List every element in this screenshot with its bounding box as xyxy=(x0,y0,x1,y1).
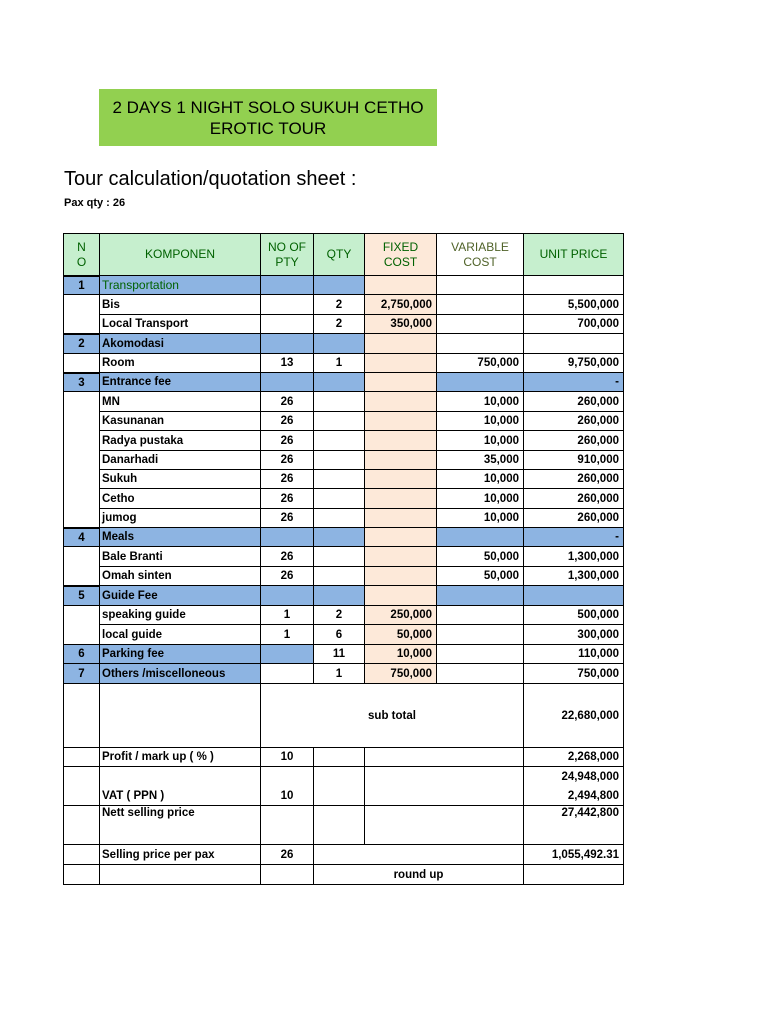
row-15-variable-cost xyxy=(437,547,524,567)
row-6-pty xyxy=(261,373,314,392)
row-13-unit-price xyxy=(524,509,624,528)
nett-cost-cell xyxy=(365,806,524,845)
row-5-variable-cost xyxy=(437,354,524,373)
tour-title-line-1: 2 DAYS 1 NIGHT SOLO SUKUH CETHO xyxy=(112,97,424,117)
pre-vat-item-cell xyxy=(100,767,261,787)
row-1-qty xyxy=(314,276,365,295)
subtotal-no-cell xyxy=(63,684,100,748)
row-16-fixed-cost xyxy=(365,567,437,586)
row-11-variable-cost xyxy=(437,470,524,489)
row-13-komponen xyxy=(100,509,261,528)
per-pax-value xyxy=(524,845,624,865)
row-19-pty xyxy=(261,625,314,645)
row-11-qty xyxy=(314,470,365,489)
pax-qty: Pax qty : 26 xyxy=(64,197,126,209)
row-10-komponen xyxy=(100,451,261,470)
row-13-variable-cost xyxy=(437,509,524,528)
profit-pct xyxy=(261,748,314,767)
row-19-qty-text: 6 xyxy=(335,628,343,641)
row-20-komponen-text: Parking fee xyxy=(102,648,164,660)
row-10-unit-price xyxy=(524,451,624,470)
row-15-qty xyxy=(314,547,365,567)
row-4-pty xyxy=(261,334,314,354)
row-12-variable-cost xyxy=(437,489,524,509)
row-19-komponen-text: local guide xyxy=(102,628,163,641)
row-13-variable-cost-text: 10,000 xyxy=(483,512,519,524)
header-komponen xyxy=(100,233,261,276)
row-19-fixed-cost xyxy=(365,625,437,645)
row-20-variable-cost xyxy=(437,645,524,664)
row-11-unit-price xyxy=(524,470,624,489)
vat-pct-text: 10 xyxy=(280,790,294,802)
row-5-unit-price-text: 9,750,000 xyxy=(567,357,619,369)
row-12-komponen-text: Cetho xyxy=(102,492,135,505)
row-20-unit-price-text: 110,000 xyxy=(578,648,619,660)
row-4-qty xyxy=(314,334,365,354)
row-14-no xyxy=(63,528,100,547)
row-17-komponen-text: Guide Fee xyxy=(102,589,158,602)
row-5-pty-text: 13 xyxy=(280,357,294,369)
row-5-fixed-cost xyxy=(365,354,437,373)
row-6-komponen xyxy=(100,373,261,392)
row-15-komponen xyxy=(100,547,261,567)
row-3-qty xyxy=(314,315,365,334)
row-8-qty xyxy=(314,412,365,431)
header-fixed-cost xyxy=(365,233,437,276)
row-20-qty xyxy=(314,645,365,664)
header-qty-text: QTY xyxy=(326,247,352,261)
row-18-komponen xyxy=(100,606,261,625)
row-7-komponen xyxy=(100,392,261,412)
row-1-fixed-cost xyxy=(365,276,437,295)
vat-qty-cell xyxy=(314,767,365,806)
row-16-unit-price-text: 1,300,000 xyxy=(567,570,619,582)
row-19-no xyxy=(63,625,100,645)
row-5-no xyxy=(63,354,100,373)
row-12-qty xyxy=(314,489,365,509)
row-11-pty xyxy=(261,470,314,489)
row-20-no xyxy=(63,645,100,664)
row-10-komponen-text: Danarhadi xyxy=(102,454,159,466)
row-2-fixed-cost-text: 2,750,000 xyxy=(380,298,432,311)
row-21-qty xyxy=(314,664,365,684)
row-11-variable-cost-text: 10,000 xyxy=(483,473,519,485)
vat-cost-cell xyxy=(365,767,524,806)
row-12-komponen xyxy=(100,489,261,509)
row-9-pty-text: 26 xyxy=(280,434,294,447)
row-4-fixed-cost xyxy=(365,334,437,354)
row-19-fixed-cost-text: 50,000 xyxy=(396,628,432,641)
per-pax-qty xyxy=(261,845,314,865)
row-12-variable-cost-text: 10,000 xyxy=(483,492,519,505)
row-11-fixed-cost xyxy=(365,470,437,489)
row-6-unit-price xyxy=(524,373,624,392)
row-5-qty-text: 1 xyxy=(335,357,343,369)
row-15-pty xyxy=(261,547,314,567)
row-20-fixed-cost-text: 10,000 xyxy=(396,648,432,660)
row-2-komponen-text: Bis xyxy=(102,298,120,311)
row-19-qty xyxy=(314,625,365,645)
row-16-pty xyxy=(261,567,314,586)
row-14-qty xyxy=(314,528,365,547)
row-18-pty-text: 1 xyxy=(283,609,291,621)
row-7-unit-price-text: 260,000 xyxy=(577,395,619,408)
row-9-no xyxy=(63,431,100,451)
row-8-unit-price-text: 260,000 xyxy=(577,415,619,427)
row-7-variable-cost xyxy=(437,392,524,412)
row-6-variable-cost xyxy=(437,373,524,392)
tour-title-line-2: EROTIC TOUR xyxy=(209,118,327,138)
row-8-pty xyxy=(261,412,314,431)
per-pax-label xyxy=(100,845,261,865)
row-21-fixed-cost-text: 750,000 xyxy=(390,667,432,680)
row-16-qty xyxy=(314,567,365,586)
row-9-unit-price-text: 260,000 xyxy=(577,434,619,447)
row-10-pty-text: 26 xyxy=(280,454,294,466)
row-12-no xyxy=(63,489,100,509)
row-17-komponen xyxy=(100,586,261,606)
round-up-pty-cell xyxy=(261,865,314,885)
row-5-pty xyxy=(261,354,314,373)
row-12-fixed-cost xyxy=(365,489,437,509)
row-7-qty xyxy=(314,392,365,412)
row-8-pty-text: 26 xyxy=(280,415,294,427)
header-no-no_a: N xyxy=(77,239,86,254)
row-3-no xyxy=(63,315,100,334)
nett-qty-cell xyxy=(314,806,365,845)
row-18-fixed-cost xyxy=(365,606,437,625)
per-pax-value-text: 1,055,492.31 xyxy=(551,848,619,861)
row-3-variable-cost xyxy=(437,315,524,334)
row-13-qty xyxy=(314,509,365,528)
row-17-fixed-cost xyxy=(365,586,437,606)
subtotal-value xyxy=(524,684,624,748)
row-3-unit-price xyxy=(524,315,624,334)
row-1-komponen xyxy=(100,276,261,295)
nett-label xyxy=(100,806,261,845)
nett-value-text: 27,442,800 xyxy=(561,807,619,819)
row-6-fixed-cost xyxy=(365,373,437,392)
row-20-fixed-cost xyxy=(365,645,437,664)
per-pax-no-cell xyxy=(63,845,100,865)
row-5-komponen-text: Room xyxy=(102,357,135,369)
row-10-no xyxy=(63,451,100,470)
profit-label xyxy=(100,748,261,767)
row-8-komponen-text: Kasunanan xyxy=(102,415,164,427)
header-no-of-pty xyxy=(261,233,314,276)
row-10-variable-cost xyxy=(437,451,524,470)
row-16-no xyxy=(63,567,100,586)
pre-vat-total xyxy=(524,767,624,787)
nett-no-cell xyxy=(63,806,100,845)
row-17-pty xyxy=(261,586,314,606)
quotation-table xyxy=(63,233,624,885)
row-16-variable-cost-text: 50,000 xyxy=(483,570,519,582)
row-7-pty-text: 26 xyxy=(280,395,294,408)
row-21-no xyxy=(63,664,100,684)
row-6-no xyxy=(63,373,100,392)
vat-value-text: 2,494,800 xyxy=(567,790,619,802)
row-1-komponen-text: Transportation xyxy=(102,278,179,292)
row-6-qty xyxy=(314,373,365,392)
row-15-variable-cost-text: 50,000 xyxy=(483,550,519,563)
row-16-pty-text: 26 xyxy=(280,570,294,582)
row-4-variable-cost xyxy=(437,334,524,354)
row-18-unit-price-text: 500,000 xyxy=(577,609,619,621)
vat-label-text: VAT ( PPN ) xyxy=(102,790,165,802)
row-1-no xyxy=(63,276,100,295)
nett-pty-cell xyxy=(261,806,314,845)
row-7-fixed-cost xyxy=(365,392,437,412)
row-5-variable-cost-text: 750,000 xyxy=(477,357,519,369)
row-4-no xyxy=(63,334,100,354)
row-8-komponen xyxy=(100,412,261,431)
row-18-unit-price xyxy=(524,606,624,625)
row-13-pty-text: 26 xyxy=(280,512,294,524)
header-no xyxy=(63,233,100,276)
row-20-qty-text: 11 xyxy=(332,648,346,660)
row-21-fixed-cost xyxy=(365,664,437,684)
row-17-no xyxy=(63,586,100,606)
row-10-unit-price-text: 910,000 xyxy=(577,454,619,466)
row-2-fixed-cost xyxy=(365,295,437,315)
row-3-unit-price-text: 700,000 xyxy=(577,318,619,330)
row-10-qty xyxy=(314,451,365,470)
row-14-variable-cost xyxy=(437,528,524,547)
row-19-variable-cost xyxy=(437,625,524,645)
row-6-unit-price-text: - xyxy=(615,376,619,388)
row-15-pty-text: 26 xyxy=(280,550,294,563)
subtotal-item-cell xyxy=(100,684,261,748)
round-up-label xyxy=(314,865,524,885)
row-19-unit-price xyxy=(524,625,624,645)
profit-value-text: 2,268,000 xyxy=(567,751,619,763)
row-5-unit-price xyxy=(524,354,624,373)
row-2-pty xyxy=(261,295,314,315)
row-1-unit-price xyxy=(524,276,624,295)
row-15-fixed-cost xyxy=(365,547,437,567)
row-3-pty xyxy=(261,315,314,334)
row-20-no-text: 6 xyxy=(78,648,85,660)
row-9-variable-cost xyxy=(437,431,524,451)
row-17-qty xyxy=(314,586,365,606)
row-7-pty xyxy=(261,392,314,412)
row-19-unit-price-text: 300,000 xyxy=(577,628,619,641)
row-10-fixed-cost xyxy=(365,451,437,470)
row-10-pty xyxy=(261,451,314,470)
row-6-komponen-text: Entrance fee xyxy=(102,376,172,388)
row-18-komponen-text: speaking guide xyxy=(102,609,186,621)
header-no-no_b: O xyxy=(76,254,87,269)
row-13-komponen-text: jumog xyxy=(102,512,137,524)
row-9-pty xyxy=(261,431,314,451)
row-2-unit-price-text: 5,500,000 xyxy=(567,298,619,311)
profit-cost-cell xyxy=(365,748,524,767)
round-up-no-cell xyxy=(63,865,100,885)
row-21-komponen-text: Others /miscelloneous xyxy=(102,667,226,680)
row-14-no-text: 4 xyxy=(78,531,85,544)
row-5-komponen xyxy=(100,354,261,373)
row-2-qty-text: 2 xyxy=(335,298,343,311)
row-21-no-text: 7 xyxy=(78,667,85,680)
row-18-no xyxy=(63,606,100,625)
row-12-pty xyxy=(261,489,314,509)
row-8-variable-cost xyxy=(437,412,524,431)
row-11-komponen-text: Sukuh xyxy=(102,473,138,485)
tour-title-banner xyxy=(99,89,437,146)
row-11-no xyxy=(63,470,100,489)
row-15-komponen-text: Bale Branti xyxy=(102,550,163,563)
header-variable-cost xyxy=(437,233,524,276)
row-2-komponen xyxy=(100,295,261,315)
row-3-fixed-cost-text: 350,000 xyxy=(390,318,432,330)
profit-pct-text: 10 xyxy=(280,751,294,763)
per-pax-qty-text: 26 xyxy=(280,848,294,861)
per-pax-label-text: Selling price per pax xyxy=(102,848,215,861)
row-2-variable-cost xyxy=(437,295,524,315)
subtotal-value-text: 22,680,000 xyxy=(561,709,619,722)
row-18-variable-cost xyxy=(437,606,524,625)
row-4-unit-price xyxy=(524,334,624,354)
row-14-komponen xyxy=(100,528,261,547)
row-8-variable-cost-text: 10,000 xyxy=(483,415,519,427)
vat-no-cell xyxy=(63,767,100,806)
row-4-no-text: 2 xyxy=(78,338,85,350)
row-8-fixed-cost xyxy=(365,412,437,431)
row-21-variable-cost xyxy=(437,664,524,684)
row-19-pty-text: 1 xyxy=(283,628,291,641)
per-pax-mid-cell xyxy=(314,845,524,865)
row-20-komponen xyxy=(100,645,261,664)
row-4-komponen xyxy=(100,334,261,354)
header-unit-price xyxy=(524,233,624,276)
round-up-value-cell xyxy=(524,865,624,885)
round-up-item-cell xyxy=(100,865,261,885)
row-9-komponen-text: Radya pustaka xyxy=(102,434,184,447)
row-1-pty xyxy=(261,276,314,295)
profit-no-cell xyxy=(63,748,100,767)
profit-value xyxy=(524,748,624,767)
row-18-pty xyxy=(261,606,314,625)
header-komponen-text: KOMPONEN xyxy=(144,247,215,261)
row-16-unit-price xyxy=(524,567,624,586)
row-11-unit-price-text: 260,000 xyxy=(577,473,619,485)
row-3-komponen xyxy=(100,315,261,334)
row-3-komponen-text: Local Transport xyxy=(102,318,189,330)
row-2-no xyxy=(63,295,100,315)
row-12-unit-price xyxy=(524,489,624,509)
row-7-unit-price xyxy=(524,392,624,412)
row-20-unit-price xyxy=(524,645,624,664)
row-7-variable-cost-text: 10,000 xyxy=(483,395,519,408)
row-3-qty-text: 2 xyxy=(335,318,343,330)
vat-pct xyxy=(261,787,314,806)
header-unit-price-text: UNIT PRICE xyxy=(539,247,608,261)
row-14-fixed-cost xyxy=(365,528,437,547)
header-no-of-pty-text: NO OF PTY xyxy=(268,239,306,269)
row-14-komponen-text: Meals xyxy=(102,531,134,543)
row-7-komponen-text: MN xyxy=(102,395,120,408)
row-7-no xyxy=(63,392,100,412)
row-8-no xyxy=(63,412,100,431)
row-21-unit-price-text: 750,000 xyxy=(577,667,619,680)
pre-vat-pty-cell xyxy=(261,767,314,787)
row-17-variable-cost xyxy=(437,586,524,606)
profit-label-text: Profit / mark up ( % ) xyxy=(102,751,214,763)
row-9-qty xyxy=(314,431,365,451)
row-15-unit-price xyxy=(524,547,624,567)
row-21-komponen xyxy=(100,664,261,684)
row-3-fixed-cost xyxy=(365,315,437,334)
row-21-unit-price xyxy=(524,664,624,684)
subtotal-label xyxy=(261,684,524,748)
row-13-fixed-cost xyxy=(365,509,437,528)
row-18-qty xyxy=(314,606,365,625)
header-qty xyxy=(314,233,365,276)
row-16-komponen-text: Omah sinten xyxy=(102,570,172,582)
row-14-unit-price-text: - xyxy=(615,531,619,543)
row-15-unit-price-text: 1,300,000 xyxy=(567,550,619,563)
pre-vat-total-text: 24,948,000 xyxy=(561,771,619,783)
row-12-pty-text: 26 xyxy=(280,492,294,505)
row-20-pty xyxy=(261,645,314,664)
row-2-unit-price xyxy=(524,295,624,315)
row-12-unit-price-text: 260,000 xyxy=(577,492,619,505)
row-5-qty xyxy=(314,354,365,373)
nett-value xyxy=(524,806,624,845)
row-9-fixed-cost xyxy=(365,431,437,451)
header-fixed-cost-text: FIXED COST xyxy=(382,239,419,269)
vat-label xyxy=(100,787,261,806)
nett-label-text: Nett selling price xyxy=(102,807,195,819)
row-4-komponen-text: Akomodasi xyxy=(102,337,164,350)
row-10-variable-cost-text: 35,000 xyxy=(483,454,519,466)
row-16-variable-cost xyxy=(437,567,524,586)
row-1-variable-cost xyxy=(437,276,524,295)
profit-qty-cell xyxy=(314,748,365,767)
row-21-qty-text: 1 xyxy=(335,667,343,680)
row-13-unit-price-text: 260,000 xyxy=(577,512,619,524)
row-6-no-text: 3 xyxy=(78,376,85,389)
subtotal-label-text: sub total xyxy=(368,709,416,722)
row-14-unit-price xyxy=(524,528,624,547)
row-18-qty-text: 2 xyxy=(335,609,343,621)
row-11-komponen xyxy=(100,470,261,489)
row-13-no xyxy=(63,509,100,528)
vat-value xyxy=(524,787,624,806)
row-18-fixed-cost-text: 250,000 xyxy=(390,609,432,621)
row-11-pty-text: 26 xyxy=(280,473,294,485)
row-9-komponen xyxy=(100,431,261,451)
row-2-qty xyxy=(314,295,365,315)
row-1-no-text: 1 xyxy=(78,279,85,292)
header-variable-cost-text: VARIABLE COST xyxy=(451,239,509,269)
row-21-pty xyxy=(261,664,314,684)
row-9-unit-price xyxy=(524,431,624,451)
sheet-title: Tour calculation/quotation sheet : xyxy=(64,168,357,190)
round-up-label-text: round up xyxy=(393,868,444,881)
row-9-variable-cost-text: 10,000 xyxy=(483,434,519,447)
row-16-komponen xyxy=(100,567,261,586)
row-14-pty xyxy=(261,528,314,547)
row-17-no-text: 5 xyxy=(78,590,85,602)
row-13-pty xyxy=(261,509,314,528)
row-17-unit-price xyxy=(524,586,624,606)
row-19-komponen xyxy=(100,625,261,645)
row-15-no xyxy=(63,547,100,567)
row-8-unit-price xyxy=(524,412,624,431)
